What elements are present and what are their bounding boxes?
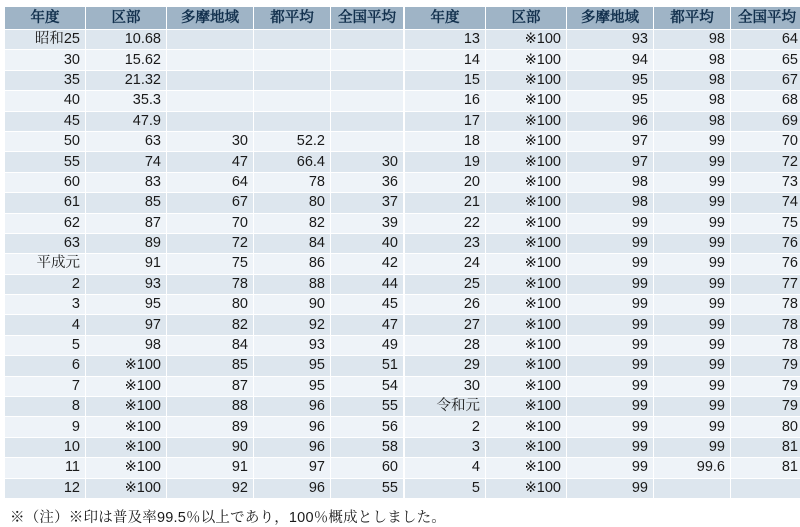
cell-ku: ※100 [486, 233, 567, 253]
table-head-left [5, 7, 404, 30]
cell-tama: 67 [167, 193, 254, 213]
cell-to-average: 82 [254, 213, 331, 233]
cell-to-average: 78 [254, 172, 331, 192]
table-row [5, 458, 404, 478]
cell-national-average: 58 [331, 437, 404, 457]
cell-national-average: 67 [731, 70, 800, 90]
cell-national-average: 64 [731, 30, 800, 50]
table-row [5, 478, 404, 498]
cell-ku: 87 [86, 213, 167, 233]
table-head-right [405, 7, 800, 30]
cell-year: 4 [405, 458, 486, 478]
cell-tama: 85 [167, 356, 254, 376]
cell-national-average: 81 [731, 437, 800, 457]
cell-tama: 99 [567, 274, 654, 294]
cell-ku: 91 [86, 254, 167, 274]
cell-year: 55 [5, 152, 86, 172]
table-row [405, 417, 800, 437]
cell-tama: 92 [167, 478, 254, 498]
cell-tama: 90 [167, 437, 254, 457]
cell-ku: 35.3 [86, 91, 167, 111]
cell-year: 5 [5, 335, 86, 355]
cell-year: 9 [5, 417, 86, 437]
table-row [405, 30, 800, 50]
cell-tama [167, 91, 254, 111]
cell-year: 60 [5, 172, 86, 192]
cell-to-average: 52.2 [254, 131, 331, 151]
cell-national-average: 42 [331, 254, 404, 274]
cell-ku: ※100 [86, 376, 167, 396]
cell-ku: ※100 [486, 91, 567, 111]
cell-national-average: 51 [331, 356, 404, 376]
cell-to-average: 99 [654, 417, 731, 437]
cell-tama: 93 [567, 30, 654, 50]
cell-tama: 30 [167, 131, 254, 151]
cell-to-average: 99 [654, 274, 731, 294]
cell-to-average: 99 [654, 315, 731, 335]
column-header-to-average: 都平均 [254, 7, 331, 30]
cell-ku: 74 [86, 152, 167, 172]
cell-year: 令和元 [405, 397, 486, 417]
cell-national-average: 79 [731, 376, 800, 396]
cell-tama: 99 [567, 478, 654, 498]
cell-national-average: 55 [331, 478, 404, 498]
cell-ku: ※100 [486, 417, 567, 437]
table-row [405, 295, 800, 315]
cell-tama: 99 [567, 397, 654, 417]
cell-national-average: 81 [731, 458, 800, 478]
cell-ku: ※100 [486, 30, 567, 50]
cell-year: 3 [405, 437, 486, 457]
cell-to-average: 99 [654, 376, 731, 396]
cell-year: 4 [5, 315, 86, 335]
cell-tama: 99 [567, 437, 654, 457]
table-row [5, 295, 404, 315]
sewerage-table-right [404, 6, 800, 499]
cell-to-average: 88 [254, 274, 331, 294]
table-row [5, 213, 404, 233]
cell-ku: ※100 [486, 131, 567, 151]
cell-national-average: 75 [731, 213, 800, 233]
cell-year: 45 [5, 111, 86, 131]
cell-ku: ※100 [486, 70, 567, 90]
cell-national-average [331, 50, 404, 70]
cell-year: 11 [5, 458, 86, 478]
cell-to-average: 96 [254, 478, 331, 498]
cell-national-average: 54 [331, 376, 404, 396]
tables-wrapper [4, 6, 796, 499]
column-header-ku: 区部 [86, 7, 167, 30]
cell-year: 50 [5, 131, 86, 151]
cell-ku: ※100 [486, 397, 567, 417]
cell-ku: 83 [86, 172, 167, 192]
cell-to-average [254, 91, 331, 111]
cell-to-average: 86 [254, 254, 331, 274]
cell-tama: 72 [167, 233, 254, 253]
table-row [5, 111, 404, 131]
table-row [5, 233, 404, 253]
cell-tama: 95 [567, 91, 654, 111]
cell-ku: ※100 [86, 478, 167, 498]
column-header-ku: 区部 [486, 7, 567, 30]
cell-ku: ※100 [486, 335, 567, 355]
cell-to-average: 96 [254, 417, 331, 437]
table-row [405, 91, 800, 111]
table-row [405, 356, 800, 376]
column-header-tama: 多摩地域 [567, 7, 654, 30]
table-footnote: ※（注）※印は普及率99.5％以上であり，100％概成としました。 [4, 506, 796, 527]
cell-tama: 75 [167, 254, 254, 274]
cell-tama: 47 [167, 152, 254, 172]
cell-to-average: 99 [654, 397, 731, 417]
table-row [5, 254, 404, 274]
cell-to-average: 99 [654, 295, 731, 315]
cell-ku: 98 [86, 335, 167, 355]
table-row [405, 152, 800, 172]
cell-tama: 98 [567, 172, 654, 192]
cell-national-average: 76 [731, 254, 800, 274]
cell-ku: ※100 [486, 50, 567, 70]
cell-year: 13 [405, 30, 486, 50]
cell-tama [167, 70, 254, 90]
cell-ku: 95 [86, 295, 167, 315]
column-header-year: 年度 [405, 7, 486, 30]
cell-year: 22 [405, 213, 486, 233]
cell-to-average [254, 30, 331, 50]
cell-national-average: 56 [331, 417, 404, 437]
cell-year: 2 [405, 417, 486, 437]
cell-national-average: 77 [731, 274, 800, 294]
table-row [5, 172, 404, 192]
cell-year: 19 [405, 152, 486, 172]
cell-ku: ※100 [86, 356, 167, 376]
column-header-national-average: 全国平均 [331, 7, 404, 30]
cell-to-average: 96 [254, 397, 331, 417]
cell-year: 14 [405, 50, 486, 70]
cell-ku: 10.68 [86, 30, 167, 50]
cell-year: 61 [5, 193, 86, 213]
cell-tama: 99 [567, 417, 654, 437]
cell-national-average: 73 [731, 172, 800, 192]
cell-year: 10 [5, 437, 86, 457]
cell-national-average: 47 [331, 315, 404, 335]
cell-ku: ※100 [86, 397, 167, 417]
cell-year: 12 [5, 478, 86, 498]
cell-ku: 63 [86, 131, 167, 151]
cell-tama: 82 [167, 315, 254, 335]
table-row [5, 131, 404, 151]
cell-ku: ※100 [486, 315, 567, 335]
cell-tama: 99 [567, 315, 654, 335]
cell-national-average [331, 131, 404, 151]
table-row [5, 315, 404, 335]
cell-to-average: 99 [654, 437, 731, 457]
cell-year: 5 [405, 478, 486, 498]
cell-year: 20 [405, 172, 486, 192]
cell-ku: ※100 [486, 193, 567, 213]
table-row [405, 335, 800, 355]
cell-to-average: 99 [654, 152, 731, 172]
table-row [405, 233, 800, 253]
cell-year: 23 [405, 233, 486, 253]
cell-national-average: 40 [331, 233, 404, 253]
cell-national-average: 70 [731, 131, 800, 151]
cell-national-average: 69 [731, 111, 800, 131]
cell-national-average [731, 478, 800, 498]
cell-ku: 97 [86, 315, 167, 335]
cell-year: 7 [5, 376, 86, 396]
cell-tama: 97 [567, 152, 654, 172]
table-row [405, 111, 800, 131]
cell-tama: 91 [167, 458, 254, 478]
cell-national-average: 39 [331, 213, 404, 233]
cell-tama: 80 [167, 295, 254, 315]
table-row [405, 458, 800, 478]
cell-year: 40 [5, 91, 86, 111]
cell-to-average [254, 111, 331, 131]
cell-national-average [331, 111, 404, 131]
sewerage-table-left [4, 6, 404, 499]
cell-year: 30 [405, 376, 486, 396]
table-row [5, 437, 404, 457]
column-header-national-average: 全国平均 [731, 7, 800, 30]
header-row-right [405, 7, 800, 30]
cell-national-average: 37 [331, 193, 404, 213]
cell-to-average: 99 [654, 335, 731, 355]
cell-tama: 97 [567, 131, 654, 151]
header-row-left [5, 7, 404, 30]
cell-national-average [331, 70, 404, 90]
cell-to-average: 93 [254, 335, 331, 355]
cell-tama: 94 [567, 50, 654, 70]
table-row [5, 70, 404, 90]
cell-to-average: 99 [654, 254, 731, 274]
cell-to-average: 98 [654, 91, 731, 111]
table-body-left [5, 30, 404, 499]
cell-year: 35 [5, 70, 86, 90]
cell-to-average: 66.4 [254, 152, 331, 172]
cell-year: 3 [5, 295, 86, 315]
cell-tama: 78 [167, 274, 254, 294]
cell-tama: 99 [567, 233, 654, 253]
cell-year: 27 [405, 315, 486, 335]
cell-tama [167, 111, 254, 131]
cell-national-average: 79 [731, 356, 800, 376]
cell-tama: 99 [567, 254, 654, 274]
cell-to-average: 99 [654, 213, 731, 233]
cell-to-average: 97 [254, 458, 331, 478]
cell-to-average [654, 478, 731, 498]
table-row [5, 193, 404, 213]
cell-to-average: 98 [654, 70, 731, 90]
cell-to-average [254, 50, 331, 70]
cell-ku: ※100 [86, 458, 167, 478]
cell-year: 昭和25 [5, 30, 86, 50]
cell-ku: ※100 [486, 295, 567, 315]
cell-ku: ※100 [486, 152, 567, 172]
table-row [5, 376, 404, 396]
cell-tama [167, 50, 254, 70]
cell-tama: 98 [567, 193, 654, 213]
cell-tama: 95 [567, 70, 654, 90]
cell-national-average: 49 [331, 335, 404, 355]
cell-tama: 88 [167, 397, 254, 417]
table-row [405, 478, 800, 498]
cell-national-average: 78 [731, 315, 800, 335]
cell-tama: 99 [567, 213, 654, 233]
column-header-tama: 多摩地域 [167, 7, 254, 30]
table-row [405, 131, 800, 151]
cell-ku: 85 [86, 193, 167, 213]
cell-year: 62 [5, 213, 86, 233]
column-header-year: 年度 [5, 7, 86, 30]
cell-year: 6 [5, 356, 86, 376]
table-row [405, 274, 800, 294]
cell-tama: 99 [567, 376, 654, 396]
cell-year: 2 [5, 274, 86, 294]
table-row [405, 254, 800, 274]
cell-tama: 89 [167, 417, 254, 437]
cell-national-average: 65 [731, 50, 800, 70]
cell-national-average [331, 30, 404, 50]
cell-tama: 99 [567, 295, 654, 315]
cell-national-average: 79 [731, 397, 800, 417]
cell-year: 25 [405, 274, 486, 294]
cell-to-average: 90 [254, 295, 331, 315]
cell-to-average: 99 [654, 233, 731, 253]
cell-tama: 96 [567, 111, 654, 131]
cell-tama: 99 [567, 335, 654, 355]
table-row [5, 152, 404, 172]
cell-tama: 84 [167, 335, 254, 355]
cell-national-average: 36 [331, 172, 404, 192]
cell-national-average: 45 [331, 295, 404, 315]
cell-ku: ※100 [486, 356, 567, 376]
cell-national-average: 68 [731, 91, 800, 111]
cell-to-average: 98 [654, 30, 731, 50]
cell-ku: ※100 [486, 213, 567, 233]
cell-year: 63 [5, 233, 86, 253]
cell-to-average: 98 [654, 111, 731, 131]
cell-national-average [331, 91, 404, 111]
table-row [5, 356, 404, 376]
cell-tama: 64 [167, 172, 254, 192]
cell-year: 18 [405, 131, 486, 151]
table-row [405, 193, 800, 213]
cell-to-average [254, 70, 331, 90]
cell-ku: 93 [86, 274, 167, 294]
cell-year: 8 [5, 397, 86, 417]
cell-ku: ※100 [486, 376, 567, 396]
cell-ku: ※100 [486, 111, 567, 131]
cell-tama: 99 [567, 458, 654, 478]
table-body-right [405, 30, 800, 499]
column-header-to-average: 都平均 [654, 7, 731, 30]
cell-national-average: 30 [331, 152, 404, 172]
cell-year: 28 [405, 335, 486, 355]
cell-ku: ※100 [486, 458, 567, 478]
table-row [5, 417, 404, 437]
cell-ku: ※100 [486, 437, 567, 457]
cell-year: 30 [5, 50, 86, 70]
cell-ku: 89 [86, 233, 167, 253]
cell-to-average: 92 [254, 315, 331, 335]
cell-ku: ※100 [486, 478, 567, 498]
cell-tama: 99 [567, 356, 654, 376]
cell-ku: 21.32 [86, 70, 167, 90]
table-row [5, 274, 404, 294]
table-row [405, 213, 800, 233]
cell-national-average: 72 [731, 152, 800, 172]
table-row [405, 172, 800, 192]
cell-to-average: 99.6 [654, 458, 731, 478]
cell-ku: ※100 [486, 274, 567, 294]
cell-to-average: 96 [254, 437, 331, 457]
cell-ku: ※100 [86, 417, 167, 437]
cell-year: 15 [405, 70, 486, 90]
table-row [5, 91, 404, 111]
cell-to-average: 95 [254, 376, 331, 396]
table-row [405, 315, 800, 335]
cell-ku: ※100 [486, 172, 567, 192]
cell-year: 16 [405, 91, 486, 111]
cell-year: 平成元 [5, 254, 86, 274]
cell-to-average: 99 [654, 131, 731, 151]
cell-national-average: 78 [731, 295, 800, 315]
cell-year: 29 [405, 356, 486, 376]
cell-year: 24 [405, 254, 486, 274]
table-row [405, 70, 800, 90]
cell-national-average: 74 [731, 193, 800, 213]
cell-national-average: 55 [331, 397, 404, 417]
cell-ku: ※100 [86, 437, 167, 457]
cell-to-average: 99 [654, 193, 731, 213]
cell-to-average: 80 [254, 193, 331, 213]
cell-year: 21 [405, 193, 486, 213]
cell-tama: 87 [167, 376, 254, 396]
cell-to-average: 99 [654, 356, 731, 376]
table-row [405, 437, 800, 457]
table-row [5, 50, 404, 70]
cell-to-average: 84 [254, 233, 331, 253]
cell-to-average: 95 [254, 356, 331, 376]
table-row [405, 376, 800, 396]
cell-year: 17 [405, 111, 486, 131]
cell-national-average: 78 [731, 335, 800, 355]
table-row [405, 50, 800, 70]
cell-ku: 47.9 [86, 111, 167, 131]
table-row [5, 30, 404, 50]
cell-national-average: 44 [331, 274, 404, 294]
cell-tama: 70 [167, 213, 254, 233]
table-row [5, 335, 404, 355]
cell-national-average: 76 [731, 233, 800, 253]
table-row [5, 397, 404, 417]
table-row [405, 397, 800, 417]
cell-tama [167, 30, 254, 50]
cell-national-average: 60 [331, 458, 404, 478]
cell-ku: ※100 [486, 254, 567, 274]
cell-to-average: 98 [654, 50, 731, 70]
cell-year: 26 [405, 295, 486, 315]
cell-ku: 15.62 [86, 50, 167, 70]
cell-national-average: 80 [731, 417, 800, 437]
cell-to-average: 99 [654, 172, 731, 192]
